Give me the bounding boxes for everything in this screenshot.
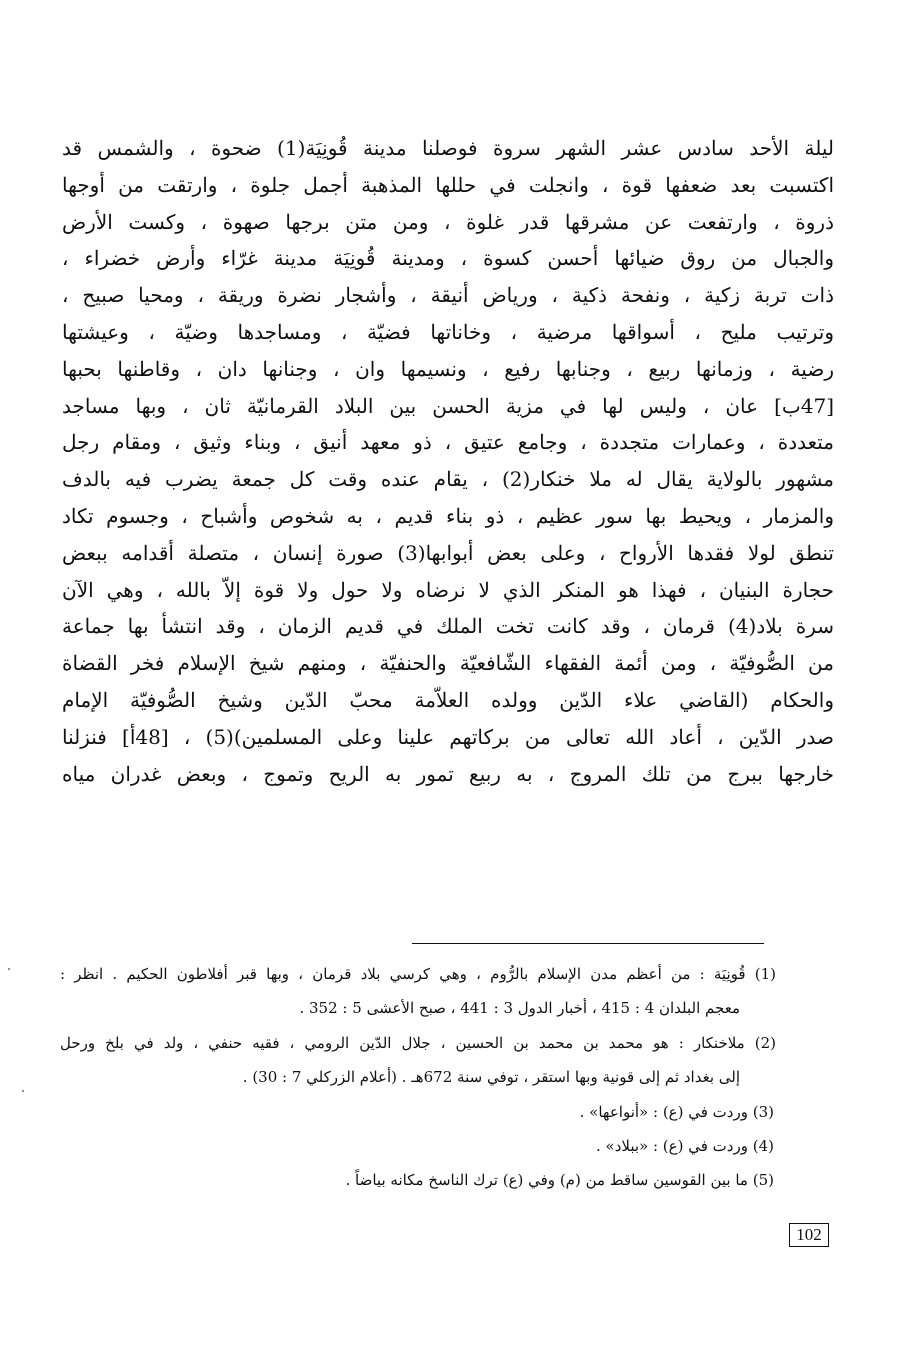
text-line: والحكام (القاضي علاء الدّين وولده العلاّمة محبّ الدّين وشيخ الصُّوفيّة الإمام: [62, 687, 834, 712]
text-line: اكتسبت بعد ضعفها قوة ، وانجلت في حللها المذهبة أجمل جلوة ، وارتقت من أوجها: [62, 172, 834, 197]
footnote-1: (1) قُونِيَة : من أعظم مدن الإسلام بالرُّوم ، وهي كرسي بلاد قرمان ، وبها قبر أفلاطون الحكيم . انظر :: [60, 965, 776, 983]
text-line: تنطق لولا فقدها الأرواح ، وعلى بعض أبوابها(3) صورة إنسان ، متصلة أقدامه ببعض: [62, 540, 834, 565]
footnote-1-continued: معجم البلدان 4 : 415 ، أخبار الدول 3 : 441 ، صبح الأعشى 5 : 352 .: [299, 999, 740, 1018]
text-line: صدر الدّين ، أعاد الله تعالى من بركاتهم علينا وعلى المسلمين)(5) ، [48أ] فنزلنا: [62, 724, 834, 749]
footnote-2-continued: إلى بغداد ثم إلى قونية وبها استقر ، توفي سنة 672هـ . (أعلام الزركلي 7 : 30) .: [242, 1068, 740, 1087]
text-line: مشهور بالولاية يقال له ملا خنكار(2) ، يقام عنده وقت كل جمعة يضرب فيه بالدف: [62, 467, 834, 492]
footnote-5: (5) ما بين القوسين ساقط من (م) وفي (ع) ترك الناسخ مكانه بياضاً .: [345, 1171, 774, 1190]
text-line: متعددة ، وعمارات متجددة ، وجامع عتيق ، ذو معهد أنيق ، وبناء وثيق ، ومقام رجل: [62, 430, 834, 455]
text-line: رضية ، وزمانها ربيع ، وجنابها رفيع ، ونسيمها وان ، وجنانها دان ، وقاطنها بحبها: [62, 356, 834, 381]
scan-speck: [8, 968, 10, 970]
footnote-2: (2) ملاخنكار : هو محمد بن محمد بن الحسين ، جلال الدّين الرومي ، فقيه حنفي ، ولد في بلخ ورحل: [60, 1033, 776, 1052]
footnote-3: (3) وردت في (ع) : «أنواعها» .: [579, 1102, 774, 1121]
text-line: والمزمار ، ويحيط بها سور عظيم ، ذو بناء قديم ، به شخوص وأشباح ، وجسوم تكاد: [62, 503, 834, 528]
text-line: حجارة البنيان ، فهذا هو المنكر الذي لا نرضاه ولا حول ولا قوة إلاّ بالله ، وهي الآن: [62, 577, 834, 602]
text-line: [47ب] عان ، وليس لها في مزية الحسن بين البلاد القرمانيّة ثان ، وبها مساجد: [62, 393, 834, 418]
text-line: ذروة ، وارتفعت عن مشرقها قدر غلوة ، ومن متن برجها صهوة ، وكست الأرض: [62, 209, 834, 234]
text-line: ذات تربة زكية ، ونفحة ذكية ، ورياض أنيقة ، وأشجار نضرة وريقة ، ومحيا صبيح ،: [62, 283, 834, 308]
footnote-separator: [412, 943, 764, 944]
text-line: خارجها ببرج من تلك المروج ، به ربيع تمور به الريح وتموج ، وبعض غدران مياه: [62, 761, 834, 786]
page-number: 102: [789, 1223, 829, 1247]
text-line: ليلة الأحد سادس عشر الشهر سروة فوصلنا مدينة قُونِيَة(1) ضحوة ، والشمس قد: [62, 136, 834, 160]
text-line: والجبال من روق ضيائها أحسن كسوة ، ومدينة قُونِيَة مدينة غرّاء وأرض خضراء ،: [62, 246, 834, 271]
footnotes: [60, 957, 776, 1198]
footnote-4: (4) وردت في (ع) : «ببلاد» .: [596, 1136, 774, 1155]
text-line: وترتيب مليح ، أسواقها مرضية ، وخاناتها فضيّة ، ومساجدها وضيّة ، وعيشتها: [62, 319, 834, 344]
text-line: سرة بلاد(4) قرمان ، وقد كانت تخت الملك في قديم الزمان ، وقد انتشأ بها جماعة: [62, 614, 834, 639]
main-text: [62, 130, 834, 792]
scan-speck: [22, 1090, 24, 1092]
text-line: من الصُّوفيّة ، ومن أئمة الفقهاء الشّافعيّة والحنفيّة ، ومنهم شيخ الإسلام فخر القضاة: [62, 651, 834, 676]
